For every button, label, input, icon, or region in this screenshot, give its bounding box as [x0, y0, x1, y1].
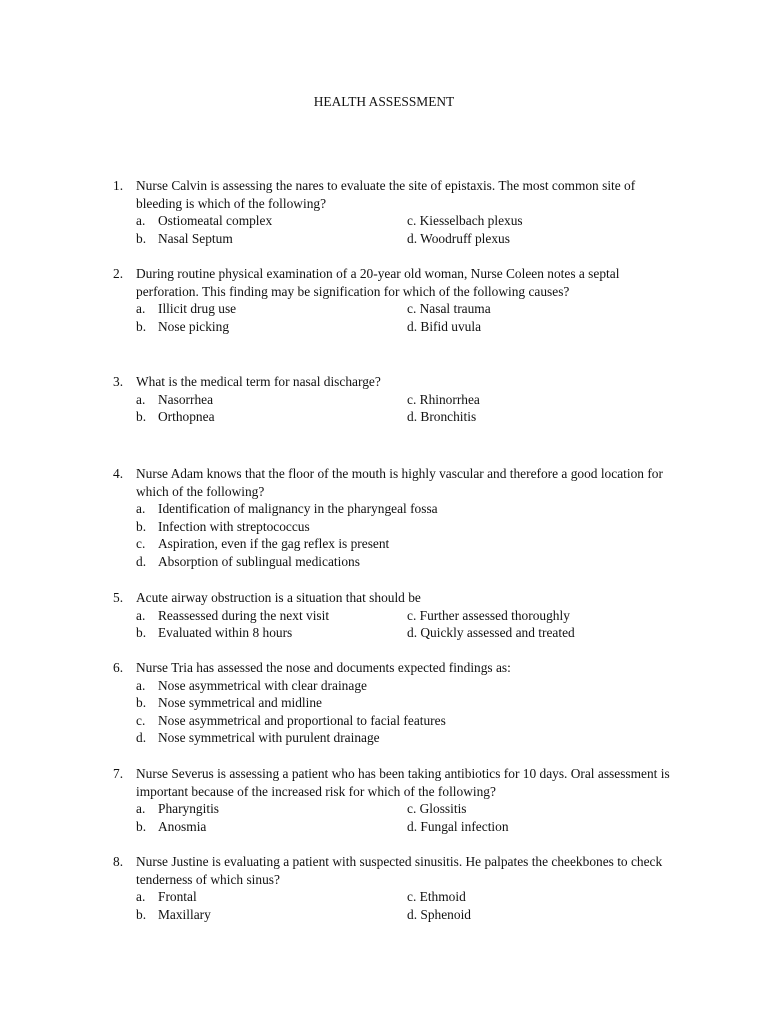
option-row [136, 712, 673, 730]
option-text: Absorption of sublingual medications [158, 553, 360, 569]
question-text: Nurse Tria has assessed the nose and documents expected findings as: [136, 660, 511, 675]
option-text: Nose asymmetrical and proportional to facial features [158, 712, 446, 728]
options [136, 607, 673, 642]
option-row [136, 818, 673, 836]
question-number: 4. [113, 466, 124, 481]
option-text: Nasorrhea [158, 391, 214, 407]
option-row [136, 607, 673, 625]
question-stem [113, 177, 673, 212]
option-text: Nose symmetrical and midline [158, 695, 322, 711]
option-row [136, 518, 673, 536]
option-row [136, 535, 673, 553]
option-row [136, 212, 673, 230]
option-text: Illicit drug use [158, 301, 237, 317]
option-text: d. Fungal infection [407, 818, 509, 834]
page-title: HEALTH ASSESSMENT [313, 94, 455, 109]
option-letter: b. [136, 906, 147, 922]
option-letter: b. [136, 409, 147, 425]
options [136, 800, 673, 835]
option-row [136, 800, 673, 818]
option-text: Evaluated within 8 hours [158, 625, 293, 641]
option-text: d. Bifid uvula [407, 318, 482, 334]
question-stem [113, 265, 673, 300]
option-text: c. Ethmoid [407, 889, 466, 905]
question-text: Nurse Severus is assessing a patient who has been taking antibiotics for 10 days. Oral assessment is important because of the increased risk for which of the following? [136, 766, 670, 799]
question-7 [113, 765, 673, 835]
option-letter: c. [136, 712, 146, 728]
option-letter: a. [136, 801, 146, 817]
option-row [136, 553, 673, 571]
option-row [136, 694, 673, 712]
options [136, 300, 673, 335]
question-4 [113, 465, 673, 571]
option-letter: a. [136, 677, 146, 693]
option-text: Anosmia [158, 818, 207, 834]
option-text: Reassessed during the next visit [158, 607, 330, 623]
question-8 [113, 853, 673, 923]
question-5 [113, 589, 673, 642]
option-letter: b. [136, 818, 147, 834]
question-stem [113, 765, 673, 800]
option-text: Orthopnea [158, 409, 215, 425]
option-row [136, 318, 673, 336]
option-row [136, 624, 673, 642]
option-letter: c. [136, 536, 146, 552]
option-letter: a. [136, 391, 146, 407]
option-text: Pharyngitis [158, 801, 220, 817]
option-letter: b. [136, 518, 147, 534]
option-text: c. Glossitis [407, 801, 467, 817]
option-text: Identification of malignancy in the pharyngeal fossa [158, 501, 438, 517]
option-text: c. Nasal trauma [407, 301, 491, 317]
options [136, 391, 673, 426]
question-1 [113, 177, 673, 247]
option-row [136, 500, 673, 518]
option-text: d. Quickly assessed and treated [407, 625, 575, 641]
option-letter: b. [136, 318, 147, 334]
question-text: Acute airway obstruction is a situation that should be [136, 590, 421, 605]
question-stem [113, 589, 673, 607]
option-row [136, 888, 673, 906]
question-number: 2. [113, 266, 124, 281]
option-row [136, 300, 673, 318]
options [136, 212, 673, 247]
option-letter: a. [136, 889, 146, 905]
option-text: Frontal [158, 889, 197, 905]
option-text: Nose asymmetrical with clear drainage [158, 677, 367, 693]
option-text: c. Further assessed thoroughly [407, 607, 570, 623]
option-letter: a. [136, 301, 146, 317]
option-letter: b. [136, 625, 147, 641]
question-stem [113, 465, 673, 500]
options [136, 888, 673, 923]
option-text: Infection with streptococcus [158, 518, 310, 534]
option-text: Nose picking [158, 318, 230, 334]
option-text: d. Woodruff plexus [407, 230, 510, 246]
option-row [136, 391, 673, 409]
question-number: 6. [113, 660, 124, 675]
question-text: Nurse Adam knows that the floor of the mouth is highly vascular and therefore a good location for which of the following? [136, 466, 663, 499]
option-text: d. Bronchitis [407, 409, 477, 425]
question-stem [113, 853, 673, 888]
option-row [136, 408, 673, 426]
option-text: Maxillary [158, 906, 211, 922]
option-letter: d. [136, 553, 147, 569]
option-text: c. Kiesselbach plexus [407, 213, 523, 229]
question-number: 7. [113, 766, 124, 781]
question-number: 3. [113, 374, 124, 389]
question-stem [113, 659, 673, 677]
option-letter: b. [136, 230, 147, 246]
question-text: During routine physical examination of a 20-year old woman, Nurse Coleen notes a septal perforation. This finding may be signification for which of the following causes? [136, 266, 620, 299]
question-number: 5. [113, 590, 124, 605]
option-row [136, 677, 673, 695]
option-letter: a. [136, 607, 146, 623]
option-text: Nose symmetrical with purulent drainage [158, 730, 380, 746]
option-text: Aspiration, even if the gag reflex is present [158, 536, 390, 552]
option-row [136, 230, 673, 248]
options [136, 500, 673, 570]
question-number: 8. [113, 854, 124, 869]
option-text: d. Sphenoid [407, 906, 471, 922]
question-stem [113, 373, 673, 391]
question-2 [113, 265, 673, 335]
option-letter: d. [136, 730, 147, 746]
option-row [136, 729, 673, 747]
option-text: Ostiomeatal complex [158, 213, 273, 229]
question-number: 1. [113, 178, 124, 193]
option-letter: b. [136, 695, 147, 711]
option-letter: a. [136, 213, 146, 229]
options [136, 677, 673, 747]
question-text: Nurse Calvin is assessing the nares to evaluate the site of epistaxis. The most common site of bleeding is which of the following? [136, 178, 636, 211]
question-6 [113, 659, 673, 747]
option-letter: a. [136, 501, 146, 517]
question-text: Nurse Justine is evaluating a patient with suspected sinusitis. He palpates the cheekbones to check tenderness of which sinus? [136, 854, 663, 887]
question-3 [113, 373, 673, 426]
option-row [136, 906, 673, 924]
option-text: c. Rhinorrhea [407, 391, 480, 407]
option-text: Nasal Septum [158, 230, 233, 246]
question-text: What is the medical term for nasal discharge? [136, 374, 381, 389]
